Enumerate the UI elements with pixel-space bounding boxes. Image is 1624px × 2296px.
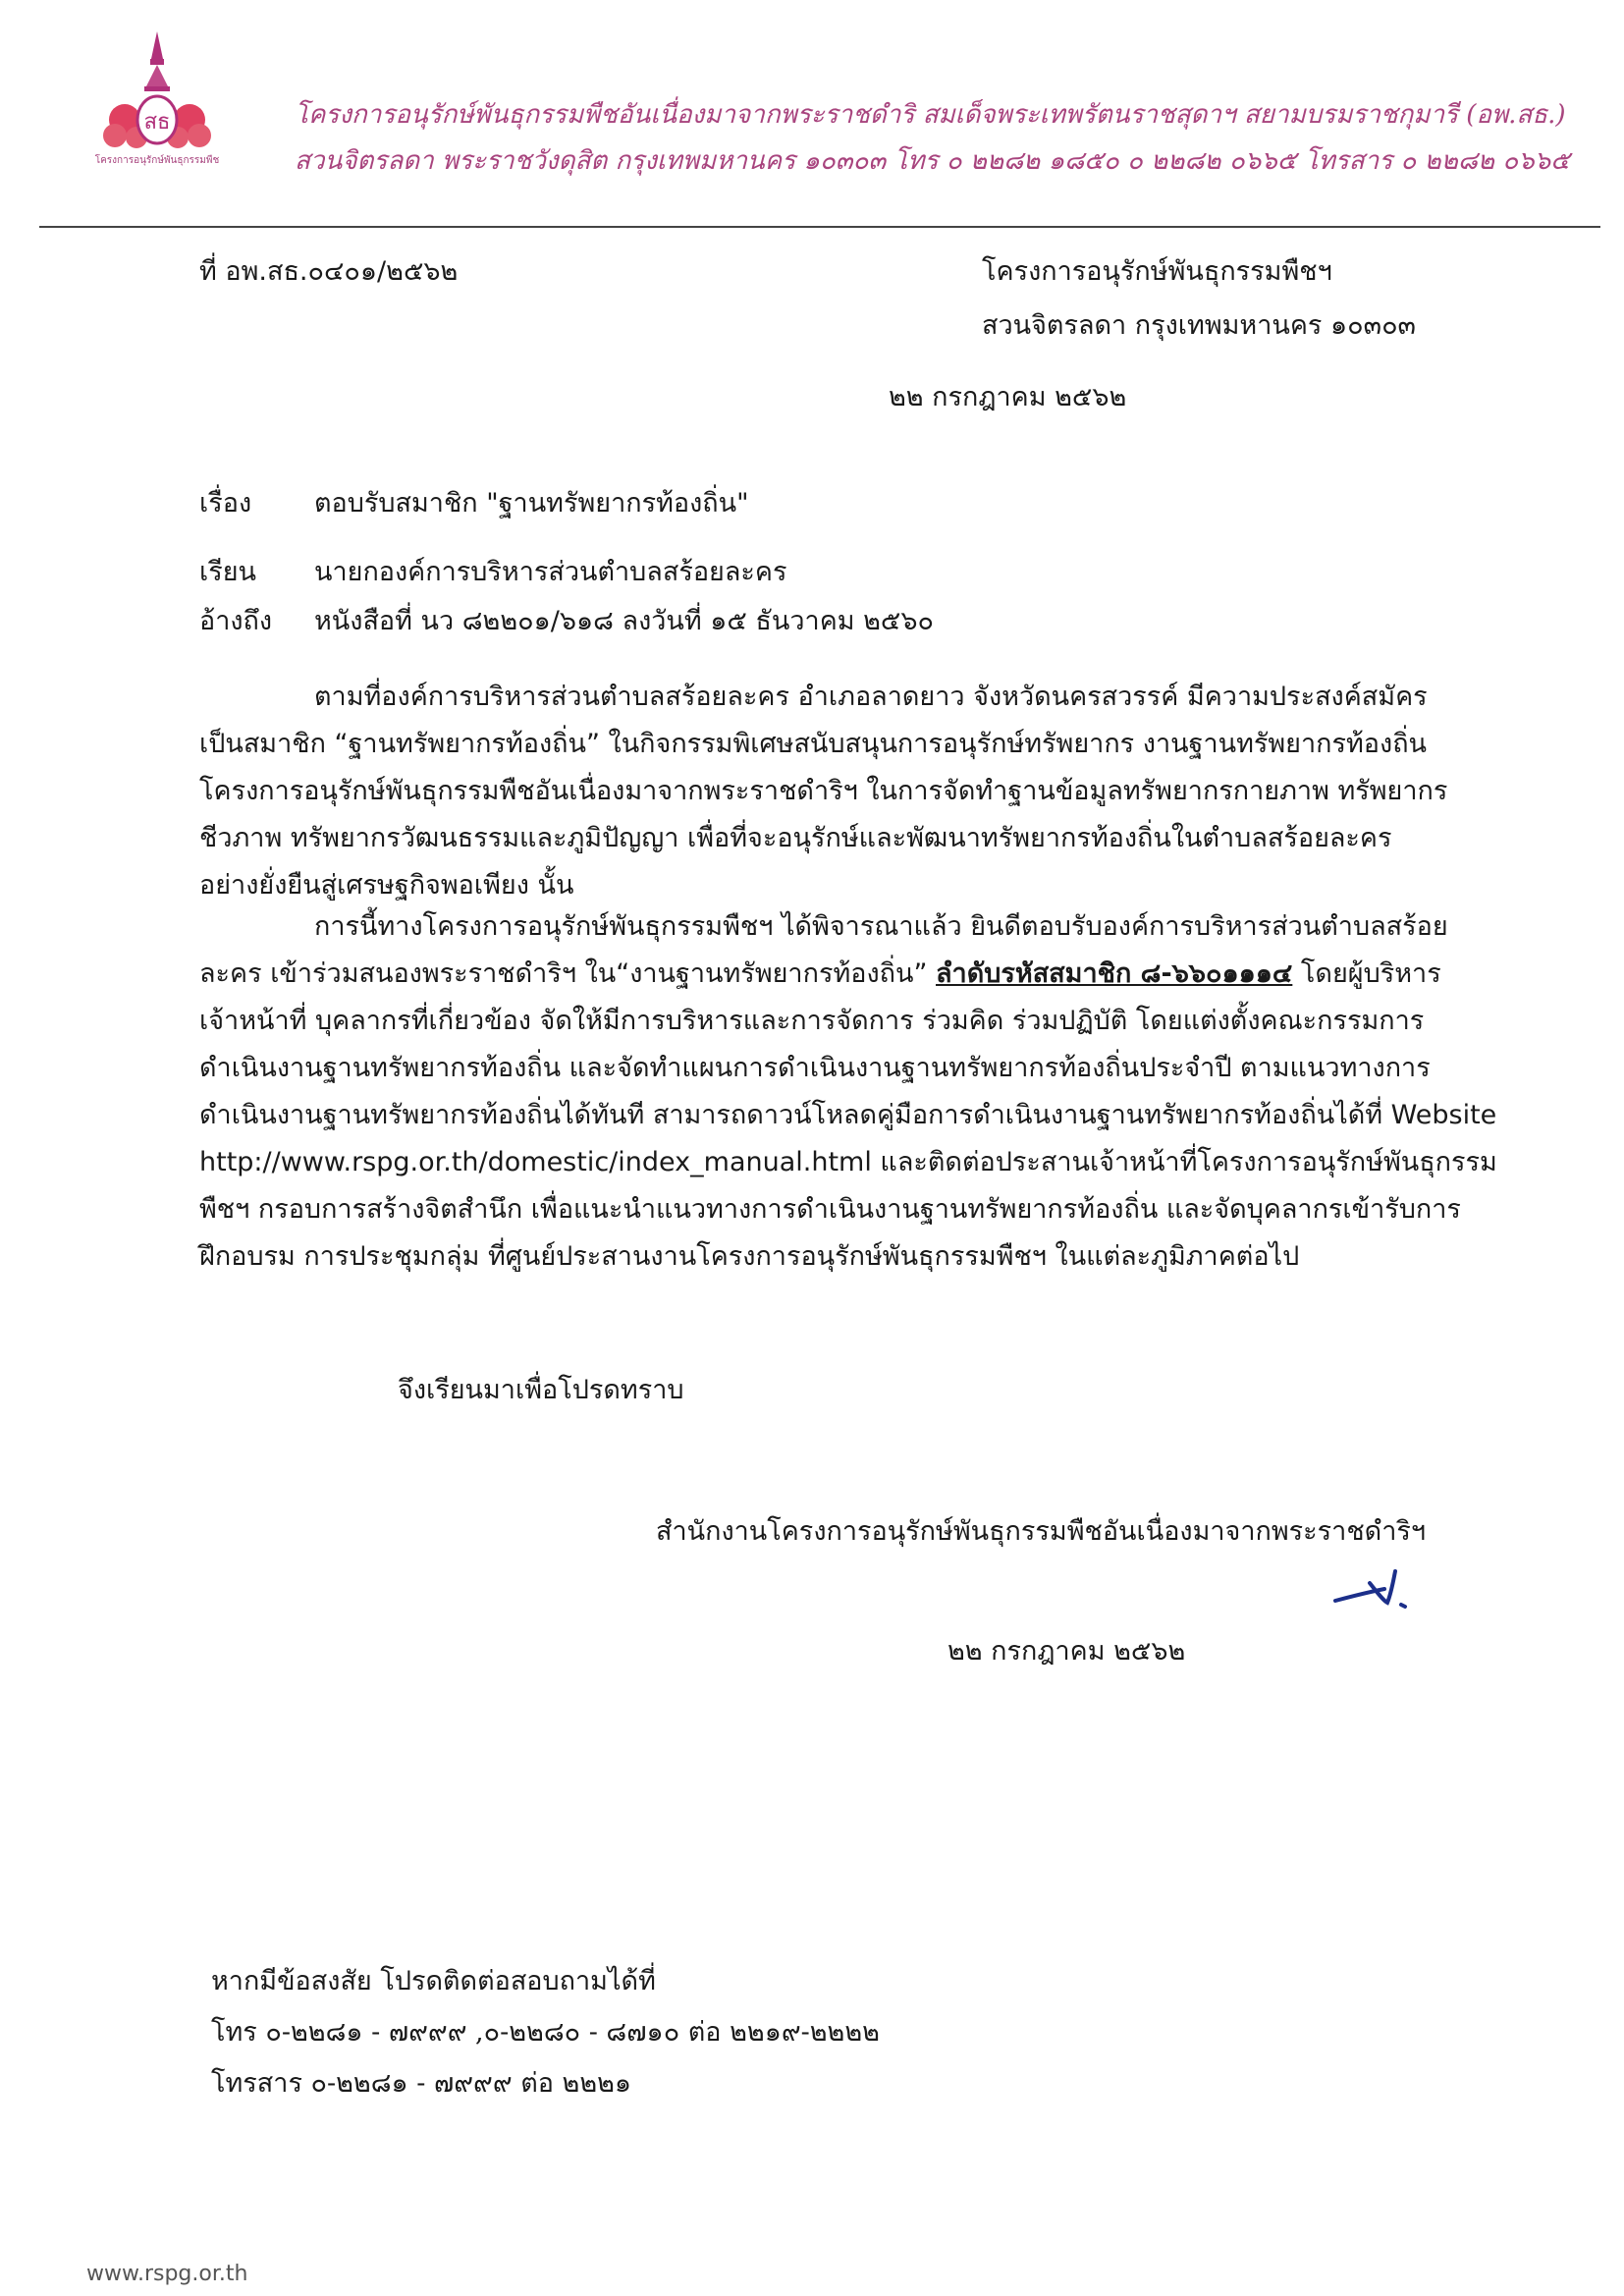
contact-heading: หากมีข้อสงสัย โปรดติดต่อสอบถามได้ที่	[211, 1966, 656, 1996]
recipient-value: นายกองค์การบริหารส่วนตำบลสร้อยละคร	[314, 557, 787, 587]
letterhead-line-1: โครงการอนุรักษ์พันธุกรรมพืชอันเนื่องมาจากพระราชดำริ สมเด็จพระเทพรัตนราชสุดาฯ สยามบรมราชกุมารี (อพ.สธ.)	[295, 100, 1566, 130]
rspg-logo	[93, 29, 221, 167]
paragraph-1-line: เป็นสมาชิก “ฐานทรัพยากรท้องถิ่น” ในกิจกรรมพิเศษสนับสนุนการอนุรักษ์ทรัพยากร งานฐานทรัพยากรท้องถิ่น	[199, 729, 1428, 759]
sender-line-1: โครงการอนุรักษ์พันธุกรรมพืชฯ	[982, 256, 1332, 287]
manual-link-line[interactable]: http://www.rspg.or.th/domestic/index_manual.html และติดต่อประสานเจ้าหน้าที่โครงการอนุรักษ์พันธุกรรม	[199, 1147, 1497, 1177]
participation-text: ละคร เข้าร่วมสนองพระราชดำริฯ ใน“งานฐานทรัพยากรท้องถิ่น”	[199, 958, 937, 989]
letter-date: ๒๒ กรกฎาคม ๒๕๖๒	[889, 382, 1127, 412]
reference-value: หนังสือที่ นว ๘๒๒๐๑/๖๑๘ ลงวันที่ ๑๕ ธันวาคม ๒๕๖๐	[314, 606, 934, 636]
closing-line: จึงเรียนมาเพื่อโปรดทราบ	[398, 1375, 684, 1405]
footer-url[interactable]: www.rspg.or.th	[86, 2262, 248, 2286]
paragraph-2-line: ดำเนินงานฐานทรัพยากรท้องถิ่นได้ทันที สามารถดาวน์โหลดคู่มือการดำเนินงานฐานทรัพยากรท้องถิ่นได้ที่ Website	[199, 1100, 1497, 1130]
contact-phone: โทร ๐-๒๒๘๑ - ๗๙๙๙ ,๐-๒๒๘๐ - ๘๗๑๐ ต่อ ๒๒๑๙-๒๒๒๒	[211, 2017, 880, 2048]
paragraph-1-line: โครงการอนุรักษ์พันธุกรรมพืชอันเนื่องมาจากพระราชดำริฯ ในการจัดทำฐานข้อมูลทรัพยากรกายภาพ ทรัพยากร	[199, 776, 1448, 806]
paragraph-2-line: พืชฯ กรอบการสร้างจิตสำนึก เพื่อแนะนำแนวทางการดำเนินงานฐานทรัพยากรท้องถิ่น และจัดบุคลากรเข้ารับการ	[199, 1194, 1461, 1225]
body-paragraph-2	[199, 903, 1495, 1281]
member-code: ลำดับรหัสสมาชิก ๘-๖๖๐๑๑๑๔	[936, 958, 1293, 989]
recipient-label: เรียน	[199, 557, 257, 587]
paragraph-2-line: ดำเนินงานฐานทรัพยากรท้องถิ่น และจัดทำแผนการดำเนินงานฐานทรัพยากรท้องถิ่นประจำปี ตามแนวทางการ	[199, 1053, 1431, 1083]
subject-value: ตอบรับสมาชิก "ฐานทรัพยากรท้องถิ่น"	[314, 488, 749, 519]
paragraph-1-line: อย่างยั่งยืนสู่เศรษฐกิจพอเพียง นั้น	[199, 870, 574, 901]
participation-text-end: โดยผู้บริหาร	[1292, 958, 1441, 989]
reference-label: อ้างถึง	[199, 606, 273, 636]
subject-label: เรื่อง	[199, 488, 252, 519]
paragraph-1-line: ตามที่องค์การบริหารส่วนตำบลสร้อยละคร อำเภอลาดยาว จังหวัดนครสวรรค์ มีความประสงค์สมัคร	[314, 682, 1428, 712]
paragraph-1-line: ชีวภาพ ทรัพยากรวัฒนธรรมและภูมิปัญญา เพื่อที่จะอนุรักษ์และพัฒนาทรัพยากรท้องถิ่นในตำบลสร้อยละคร	[199, 823, 1392, 853]
letterhead-line-2: สวนจิตรลดา พระราชวังดุสิต กรุงเทพมหานคร ๑๐๓๐๓ โทร ๐ ๒๒๘๒ ๑๘๕๐ ๐ ๒๒๘๒ ๐๖๖๕ โทรสาร ๐ ๒๒๘๒ ๐๖๖๕	[295, 146, 1570, 176]
sender-line-2: สวนจิตรลดา กรุงเทพมหานคร ๑๐๓๐๓	[982, 310, 1417, 341]
body-paragraph-1	[199, 674, 1495, 909]
reference-number: ที่ อพ.สธ.๐๔๐๑/๒๕๖๒	[199, 256, 459, 287]
header-divider	[39, 226, 1600, 228]
paragraph-2-line: ฝึกอบรม การประชุมกลุ่ม ที่ศูนย์ประสานงานโครงการอนุรักษ์พันธุกรรมพืชฯ ในแต่ละภูมิภาคต่อไป	[199, 1241, 1300, 1272]
paragraph-2-line: เจ้าหน้าที่ บุคลากรที่เกี่ยวข้อง จัดให้มีการบริหารและการจัดการ ร่วมคิด ร่วมปฏิบัติ โดยแต่งตั้งคณะกรรมการ	[199, 1006, 1425, 1036]
paragraph-2-line	[199, 951, 1495, 998]
paragraph-2-line: การนี้ทางโครงการอนุรักษ์พันธุกรรมพืชฯ ได้พิจารณาแล้ว ยินดีตอบรับองค์การบริหารส่วนตำบลสร้อย	[314, 911, 1448, 942]
logo-caption: โครงการอนุรักษ์พันธุกรรมพืช	[94, 155, 220, 166]
signature-date: ๒๒ กรกฎาคม ๒๕๖๒	[947, 1636, 1186, 1667]
signatory: สำนักงานโครงการอนุรักษ์พันธุกรรมพืชอันเนื่องมาจากพระราชดำริฯ	[656, 1516, 1427, 1547]
signature	[1330, 1563, 1419, 1613]
contact-fax: โทรสาร ๐-๒๒๘๑ - ๗๙๙๙ ต่อ ๒๒๒๑	[211, 2068, 632, 2099]
logo-monogram: สธ	[143, 110, 171, 135]
